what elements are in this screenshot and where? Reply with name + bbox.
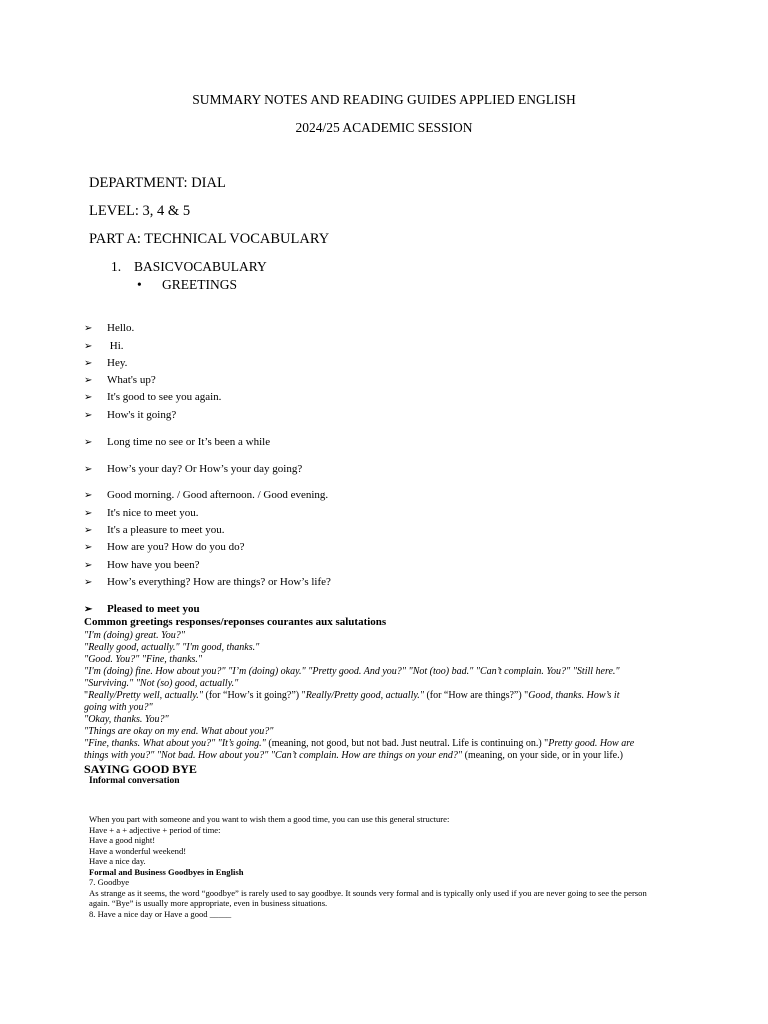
list-item: ➢ It's good to see you again. [84,391,222,403]
arrow-bullet-icon: ➢ [84,358,93,369]
list-item: ➢ How are you? How do you do? [84,541,245,553]
list-item: ➢ It's a pleasure to meet you. [84,524,225,536]
list-item: ➢ Hello. [84,322,135,334]
list-item: ➢ How’s everything? How are things? or How’s life? [84,576,331,588]
section-heading: BASICVOCABULARY [134,259,267,274]
list-item: ➢ It's nice to meet you. [84,507,199,519]
list-item: ➢ Pleased to meet you [84,603,200,615]
bullet-dot-icon: • [137,277,142,292]
goodbye-line: As strange as it seems, the word “goodbye” is rarely used to say goodbye. It sounds very formal and is typically only used if you are never going to see the person [89,887,647,898]
level-heading: LEVEL: 3, 4 & 5 [89,203,191,219]
response-line: "Okay, thanks. You?" [84,714,169,725]
department-heading: DEPARTMENT: DIAL [89,175,226,191]
greetings-heading: GREETINGS [162,277,237,292]
list-item: ➢ What's up? [84,374,156,386]
response-line: "I'm (doing) great. You?" [84,630,185,641]
goodbye-line: Have a nice day. [89,856,146,866]
response-line: "Fine, thanks. What about you?" "It’s going." (meaning, not good, but not bad. Just neutral. Life is continuing on.) "Pretty good. How are [84,738,635,749]
response-line: things with you?" "Not bad. How about you?" "Can’t complain. How are things on your end?" (meaning, on your side, or in your life.) [84,750,623,761]
arrow-bullet-icon: ➢ [84,323,93,334]
goodbye-line: When you part with someone and you want to wish them a good time, you can use this general structure: [89,814,450,824]
response-line: "Good. You?" "Fine, thanks." [84,654,203,665]
arrow-bullet-icon: ➢ [84,464,93,475]
goodbye-line: Have a good night! [89,835,156,845]
response-line: "Surviving." "Not (so) good, actually." [84,678,239,689]
response-line: "Things are okay on my end. What about you?" [84,726,274,737]
goodbye-line: Have a wonderful weekend! [89,845,187,856]
arrow-bullet-icon: ➢ [84,604,93,615]
responses-heading: Common greetings responses/reponses courantes aux salutations [84,616,387,628]
formal-goodbyes-heading: Formal and Business Goodbyes in English [89,866,244,877]
response-line: "Really good, actually." "I'm good, thanks." [84,642,260,653]
part-a-heading: PART A: TECHNICAL VOCABULARY [89,231,330,247]
arrow-bullet-icon: ➢ [84,437,93,448]
goodbye-line: Have + a + adjective + period of time: [89,824,221,835]
arrow-bullet-icon: ➢ [84,392,93,403]
arrow-bullet-icon: ➢ [84,508,93,519]
goodbye-line: again. “Bye” is usually more appropriate, even in business situations. [89,898,328,908]
list-item: ➢ Long time no see or It’s been a while [84,436,271,448]
list-item: ➢ Hi. [84,340,124,352]
response-line: "I'm (doing) fine. How about you?" "I’m (doing) okay." "Pretty good. And you?" "Not (too) bad." "Can’t complain. You?" "Still here." [84,666,620,677]
arrow-bullet-icon: ➢ [84,375,93,386]
response-line: "Really/Pretty well, actually." (for “How’s it going?”) "Really/Pretty good, actually." (for “How are things?”) "Good, thanks. How’s it [84,690,620,701]
goodbye-line: 8. Have a nice day or Have a good _____ [89,908,232,919]
goodbye-line: 7. Goodbye [89,877,130,887]
arrow-bullet-icon: ➢ [84,341,93,352]
arrow-bullet-icon: ➢ [84,577,93,588]
document-title: SUMMARY NOTES AND READING GUIDES APPLIED ENGLISH [192,92,576,107]
list-item: ➢ Good morning. / Good afternoon. / Good evening. [84,489,329,501]
list-item: ➢ How’s your day? Or How’s your day going? [84,463,303,475]
list-item: ➢ Hey. [84,357,128,369]
response-line: going with you?" [84,702,153,713]
academic-session: 2024/25 ACADEMIC SESSION [295,120,473,135]
section-number: 1. [111,259,122,274]
arrow-bullet-icon: ➢ [84,542,93,553]
arrow-bullet-icon: ➢ [84,560,93,571]
arrow-bullet-icon: ➢ [84,410,93,421]
arrow-bullet-icon: ➢ [84,490,93,501]
saying-goodbye-heading: SAYING GOOD BYE [84,762,197,776]
arrow-bullet-icon: ➢ [84,525,93,536]
list-item: ➢ How have you been? [84,559,200,571]
list-item: ➢ How's it going? [84,409,177,421]
informal-heading: Informal conversation [89,776,180,786]
